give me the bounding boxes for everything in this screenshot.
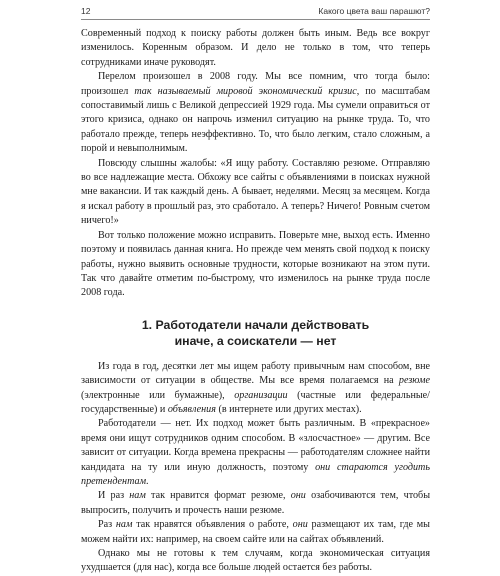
- paragraphs-before-section: [81, 27, 430, 301]
- text-run: озабочиваются тем, чтобы выпросить, получить и прочесть наши резюме.: [81, 490, 431, 516]
- text-run: так нравятся объявления о работе,: [132, 519, 293, 531]
- text-run: Однако мы не готовы к тем случаям, когда экономическая ситуация ухудшается (для нас), когда все больше людей остается без работы.: [81, 548, 430, 574]
- page-body: [81, 27, 430, 576]
- text-run: (частные или федеральные/государственные) и: [81, 389, 430, 415]
- section-heading-line-2: иначе, а соискатели — нет: [174, 333, 337, 348]
- body-paragraph: [81, 360, 430, 418]
- italic-text: так называемый мировой экономический кризис: [134, 85, 357, 97]
- text-run: Раз: [98, 519, 116, 531]
- text-run: Вот только положение можно исправить. Поверьте мне, выход есть. Именно поэтому и появилась данная книга. Но прежде чем менять свой подход к поиску работы, нужно выявить основные трудности, которые возникают на этом пути. Так что давайте отметим по-быстрому, что изменилось на рынке труда после 2008 года.: [81, 229, 430, 299]
- body-paragraph: [81, 417, 430, 489]
- text-run: Современный подход к поиску работы должен быть иным. Ведь все вокруг изменилось. Коренным образом. И дело не только в том, что теперь сотрудниками иначе руководят.: [81, 28, 430, 68]
- italic-text: нам: [115, 519, 133, 531]
- page-number: 12: [81, 6, 91, 16]
- italic-text: организации: [234, 389, 288, 401]
- text-run: Перелом произошел в 2008 году. Мы все помним, что тогда было: произошел: [81, 71, 430, 97]
- text-run: Работодатели — нет. Их подход может быть различным. В «прекрасное» время они ищут сотрудников одним способом. В «злосчастное» — другим. Все зависит от ситуации. Когда времена прекрасны — работодателям сложнее найти кандидата на ту или иную должность, поэтому: [81, 418, 430, 473]
- text-run: так нравится формат резюме,: [145, 490, 291, 502]
- running-title: Какого цвета ваш парашют?: [318, 6, 430, 16]
- italic-text: резюме: [398, 375, 430, 387]
- italic-text: они: [292, 519, 308, 531]
- body-paragraph: [81, 157, 430, 229]
- text-run: (в интернете или других местах).: [215, 403, 362, 415]
- text-run: Повсюду слышны жалобы: «Я ищу работу. Составляю резюме. Отправляю во все надлежащие места. Обхожу все сайты с объявлениями в поисках нужной мне вакансии. И так каждый день. А бывает, неделями. Месяц за месяцем. Когда я искал работу в прошлый раз, это сработало. А теперь? Ничего! Ровным счетом ничего!»: [81, 157, 430, 227]
- text-run: (электронные или бумажные),: [81, 389, 235, 401]
- section-heading-line-1: 1. Работодатели начали действовать: [141, 317, 370, 332]
- italic-text: они стараются угодить претендентам: [81, 461, 430, 487]
- running-header: [81, 6, 430, 20]
- body-paragraph: [81, 547, 430, 576]
- body-paragraph: [81, 70, 430, 156]
- text-run: размещают их там, где мы можем найти их: например, на своем сайте или на сайтах объявлений.: [81, 519, 430, 545]
- italic-text: они: [290, 490, 306, 502]
- paragraphs-after-section: [81, 360, 430, 576]
- body-paragraph: [81, 518, 430, 547]
- text-run: И раз: [98, 490, 130, 502]
- body-paragraph: [81, 27, 430, 70]
- italic-text: объявления: [167, 403, 216, 415]
- body-paragraph: [81, 489, 430, 518]
- section-heading: [81, 317, 430, 349]
- text-run: .: [146, 475, 149, 487]
- body-paragraph: [81, 229, 430, 301]
- italic-text: нам: [129, 490, 146, 502]
- text-run: , по масштабам сопоставимый лишь с Великой депрессией 1929 года. Мы сумели оправиться от этого кризиса, однако он напрочь изменил ситуацию на рынке труда. То, что работало прежде, теперь неэффективно. То, что было легким, стало сложным, а порой и невыполнимым.: [81, 85, 431, 155]
- text-run: Из года в год, десятки лет мы ищем работу привычным нам способом, вне зависимости от ситуации в обществе. Мы все время полагаемся на: [81, 360, 430, 387]
